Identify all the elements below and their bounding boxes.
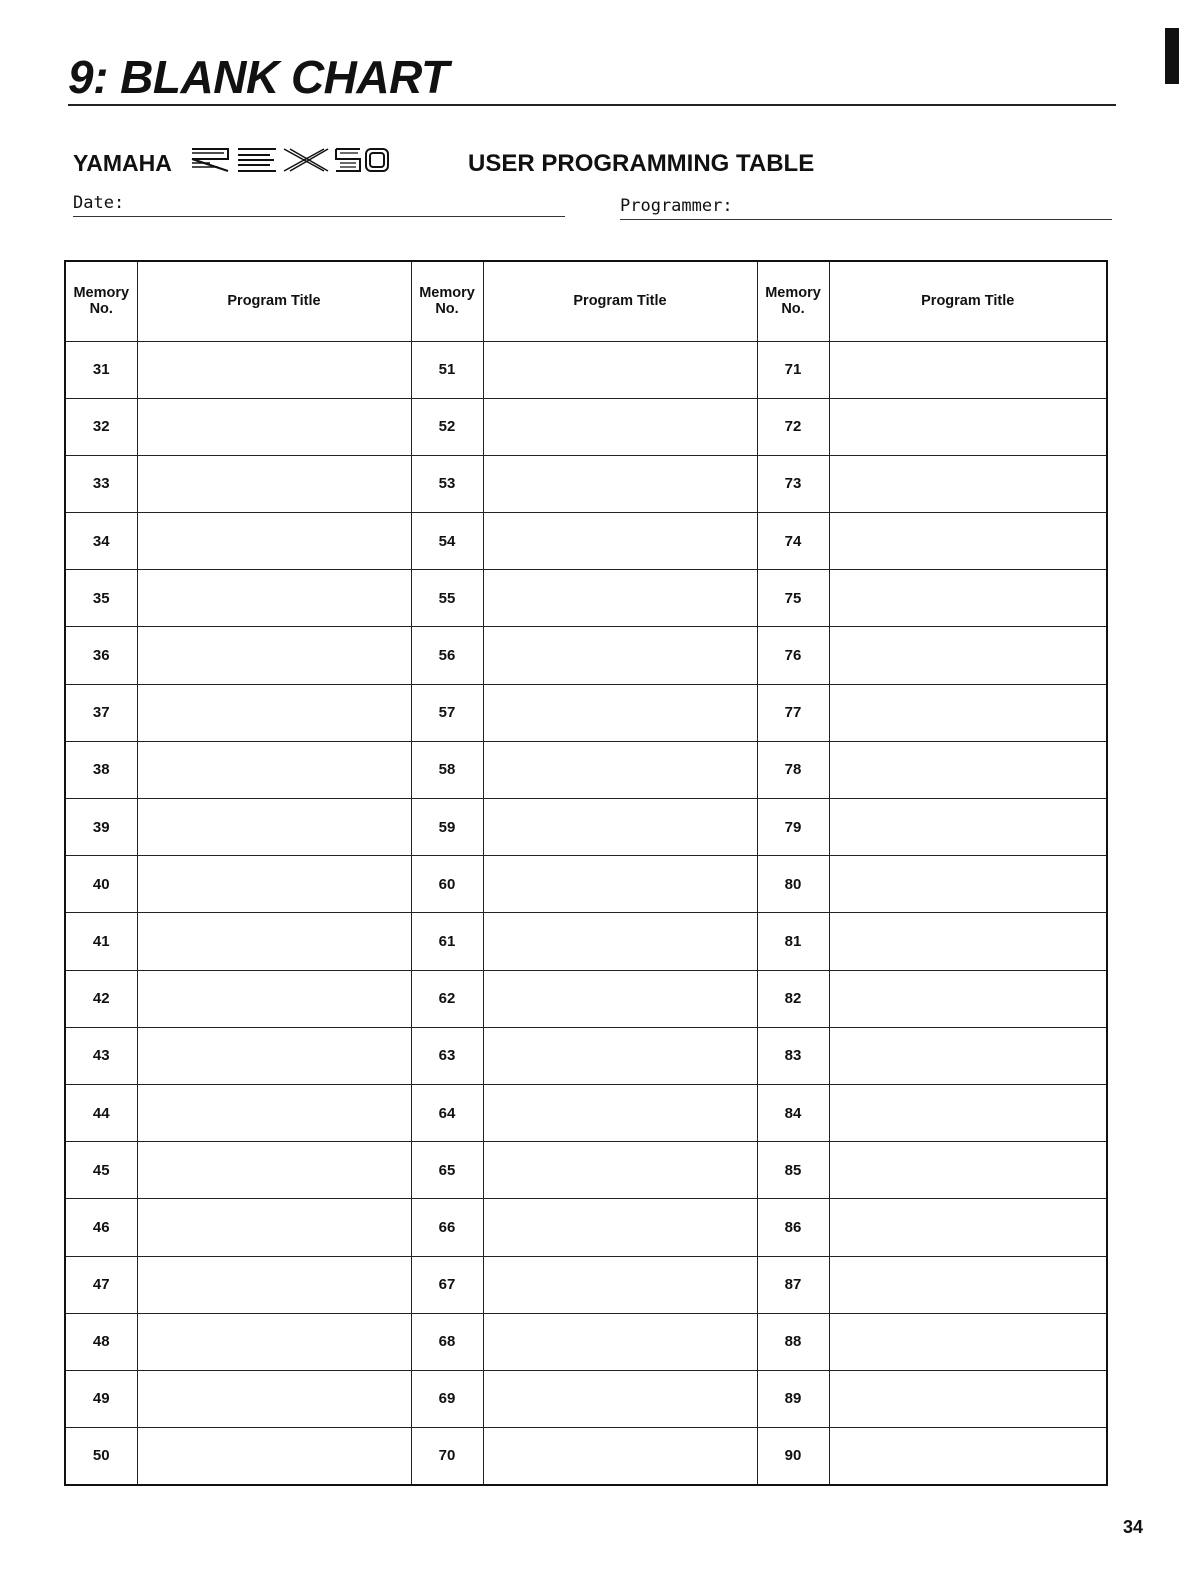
memory-number-cell: 61	[411, 913, 483, 970]
program-title-cell[interactable]	[483, 1370, 757, 1427]
program-title-cell[interactable]	[829, 570, 1107, 627]
program-title-cell[interactable]	[829, 1084, 1107, 1141]
table-header-row	[65, 261, 1107, 341]
memory-number-cell: 72	[757, 398, 829, 455]
memory-number-cell: 38	[65, 741, 137, 798]
memory-number-cell: 47	[65, 1256, 137, 1313]
memory-number-cell: 89	[757, 1370, 829, 1427]
program-title-cell[interactable]	[137, 1027, 411, 1084]
program-title-cell[interactable]	[137, 684, 411, 741]
table-row	[65, 1428, 1107, 1485]
program-title-cell[interactable]	[483, 1256, 757, 1313]
program-title-cell[interactable]	[137, 1428, 411, 1485]
date-field-line[interactable]	[73, 216, 565, 217]
program-title-cell[interactable]	[483, 1199, 757, 1256]
program-title-cell[interactable]	[483, 684, 757, 741]
memory-number-cell: 51	[411, 341, 483, 398]
program-title-header: Program Title	[137, 261, 411, 341]
user-programming-table	[64, 260, 1108, 1486]
program-title-cell[interactable]	[829, 1142, 1107, 1199]
memory-number-cell: 87	[757, 1256, 829, 1313]
memory-number-cell: 34	[65, 513, 137, 570]
table-row	[65, 913, 1107, 970]
table-row	[65, 1199, 1107, 1256]
table-row	[65, 1084, 1107, 1141]
table-row	[65, 684, 1107, 741]
memory-number-cell: 64	[411, 1084, 483, 1141]
memory-number-cell: 88	[757, 1313, 829, 1370]
program-title-cell[interactable]	[137, 627, 411, 684]
table-row	[65, 970, 1107, 1027]
program-title-cell[interactable]	[483, 341, 757, 398]
memory-number-cell: 48	[65, 1313, 137, 1370]
program-title-cell[interactable]	[829, 398, 1107, 455]
memory-number-cell: 35	[65, 570, 137, 627]
date-label: Date:	[73, 193, 125, 213]
table-row	[65, 513, 1107, 570]
program-title-cell[interactable]	[483, 1142, 757, 1199]
program-title-cell[interactable]	[829, 1313, 1107, 1370]
memory-number-cell: 75	[757, 570, 829, 627]
memory-number-cell: 43	[65, 1027, 137, 1084]
memory-number-cell: 45	[65, 1142, 137, 1199]
program-title-cell[interactable]	[483, 741, 757, 798]
memory-number-cell: 50	[65, 1428, 137, 1485]
memory-no-header: Memory No.	[411, 261, 483, 341]
memory-number-cell: 59	[411, 799, 483, 856]
table-row	[65, 570, 1107, 627]
program-title-cell[interactable]	[829, 970, 1107, 1027]
table-row	[65, 856, 1107, 913]
memory-number-cell: 55	[411, 570, 483, 627]
table-row	[65, 1142, 1107, 1199]
table-row	[65, 341, 1107, 398]
memory-number-cell: 40	[65, 856, 137, 913]
memory-number-cell: 86	[757, 1199, 829, 1256]
program-title-cell[interactable]	[483, 799, 757, 856]
program-title-cell[interactable]	[137, 513, 411, 570]
memory-number-cell: 90	[757, 1428, 829, 1485]
memory-number-cell: 78	[757, 741, 829, 798]
program-title-cell[interactable]	[137, 570, 411, 627]
table-row	[65, 1027, 1107, 1084]
table-row	[65, 1370, 1107, 1427]
title-rule	[68, 104, 1116, 106]
memory-number-cell: 77	[757, 684, 829, 741]
table-row	[65, 627, 1107, 684]
memory-number-cell: 76	[757, 627, 829, 684]
program-title-cell[interactable]	[829, 741, 1107, 798]
programmer-label: Programmer:	[620, 196, 733, 216]
memory-number-cell: 58	[411, 741, 483, 798]
memory-number-cell: 74	[757, 513, 829, 570]
memory-number-cell: 62	[411, 970, 483, 1027]
memory-number-cell: 49	[65, 1370, 137, 1427]
memory-number-cell: 83	[757, 1027, 829, 1084]
memory-number-cell: 57	[411, 684, 483, 741]
memory-number-cell: 84	[757, 1084, 829, 1141]
memory-number-cell: 39	[65, 799, 137, 856]
program-title-cell[interactable]	[829, 455, 1107, 512]
programmer-field-line[interactable]	[620, 219, 1112, 220]
table-row	[65, 1313, 1107, 1370]
program-title-cell[interactable]	[483, 1428, 757, 1485]
program-title-cell[interactable]	[829, 856, 1107, 913]
program-title-cell[interactable]	[483, 970, 757, 1027]
memory-number-cell: 36	[65, 627, 137, 684]
program-title-cell[interactable]	[829, 513, 1107, 570]
program-title-cell[interactable]	[483, 1027, 757, 1084]
program-title-header: Program Title	[483, 261, 757, 341]
table-row	[65, 1256, 1107, 1313]
brand-name: YAMAHA	[73, 150, 172, 176]
program-title-cell[interactable]	[137, 741, 411, 798]
memory-number-cell: 60	[411, 856, 483, 913]
program-title-cell[interactable]	[483, 913, 757, 970]
table-row	[65, 741, 1107, 798]
memory-number-cell: 82	[757, 970, 829, 1027]
memory-number-cell: 37	[65, 684, 137, 741]
program-title-cell[interactable]	[483, 513, 757, 570]
memory-number-cell: 33	[65, 455, 137, 512]
memory-number-cell: 31	[65, 341, 137, 398]
table-row	[65, 455, 1107, 512]
program-title-cell[interactable]	[829, 1428, 1107, 1485]
program-title-cell[interactable]	[137, 913, 411, 970]
table-row	[65, 398, 1107, 455]
memory-number-cell: 79	[757, 799, 829, 856]
program-title-cell[interactable]	[829, 1370, 1107, 1427]
program-title-cell[interactable]	[829, 913, 1107, 970]
program-title-cell[interactable]	[137, 1256, 411, 1313]
program-title-cell[interactable]	[483, 856, 757, 913]
program-title-cell[interactable]	[483, 627, 757, 684]
memory-number-cell: 71	[757, 341, 829, 398]
program-title-cell[interactable]	[137, 1199, 411, 1256]
memory-number-cell: 85	[757, 1142, 829, 1199]
page-edge-marker	[1165, 28, 1179, 84]
program-title-cell[interactable]	[137, 1084, 411, 1141]
program-title-cell[interactable]	[829, 1027, 1107, 1084]
program-title-cell[interactable]	[829, 1199, 1107, 1256]
program-title-cell[interactable]	[483, 455, 757, 512]
memory-number-cell: 53	[411, 455, 483, 512]
memory-number-cell: 67	[411, 1256, 483, 1313]
program-title-cell[interactable]	[829, 1256, 1107, 1313]
memory-number-cell: 54	[411, 513, 483, 570]
program-title-cell[interactable]	[829, 799, 1107, 856]
memory-number-cell: 81	[757, 913, 829, 970]
program-title-cell[interactable]	[137, 856, 411, 913]
memory-number-cell: 68	[411, 1313, 483, 1370]
program-title-cell[interactable]	[829, 684, 1107, 741]
table-heading: USER PROGRAMMING TABLE	[468, 150, 815, 177]
memory-number-cell: 52	[411, 398, 483, 455]
program-title-cell[interactable]	[137, 970, 411, 1027]
memory-number-cell: 73	[757, 455, 829, 512]
memory-number-cell: 70	[411, 1428, 483, 1485]
memory-number-cell: 65	[411, 1142, 483, 1199]
program-title-cell[interactable]	[829, 341, 1107, 398]
memory-number-cell: 56	[411, 627, 483, 684]
memory-number-cell: 66	[411, 1199, 483, 1256]
program-title-cell[interactable]	[483, 1313, 757, 1370]
memory-number-cell: 46	[65, 1199, 137, 1256]
program-title-header: Program Title	[829, 261, 1107, 341]
program-title-cell[interactable]	[137, 341, 411, 398]
memory-number-cell: 41	[65, 913, 137, 970]
program-title-cell[interactable]	[137, 455, 411, 512]
program-title-cell[interactable]	[137, 398, 411, 455]
program-title-cell[interactable]	[137, 1142, 411, 1199]
memory-number-cell: 69	[411, 1370, 483, 1427]
page-number: 34	[1123, 1517, 1144, 1537]
program-title-cell[interactable]	[829, 627, 1107, 684]
program-title-cell[interactable]	[483, 398, 757, 455]
table-row	[65, 799, 1107, 856]
program-title-cell[interactable]	[483, 570, 757, 627]
memory-no-header: Memory No.	[757, 261, 829, 341]
memory-number-cell: 42	[65, 970, 137, 1027]
memory-number-cell: 80	[757, 856, 829, 913]
page-title: 9: BLANK CHART	[68, 51, 449, 103]
memory-number-cell: 44	[65, 1084, 137, 1141]
memory-number-cell: 63	[411, 1027, 483, 1084]
program-title-cell[interactable]	[483, 1084, 757, 1141]
program-title-cell[interactable]	[137, 799, 411, 856]
memory-no-header: Memory No.	[65, 261, 137, 341]
rex50-logo	[190, 145, 390, 175]
program-title-cell[interactable]	[137, 1370, 411, 1427]
program-title-cell[interactable]	[137, 1313, 411, 1370]
memory-number-cell: 32	[65, 398, 137, 455]
